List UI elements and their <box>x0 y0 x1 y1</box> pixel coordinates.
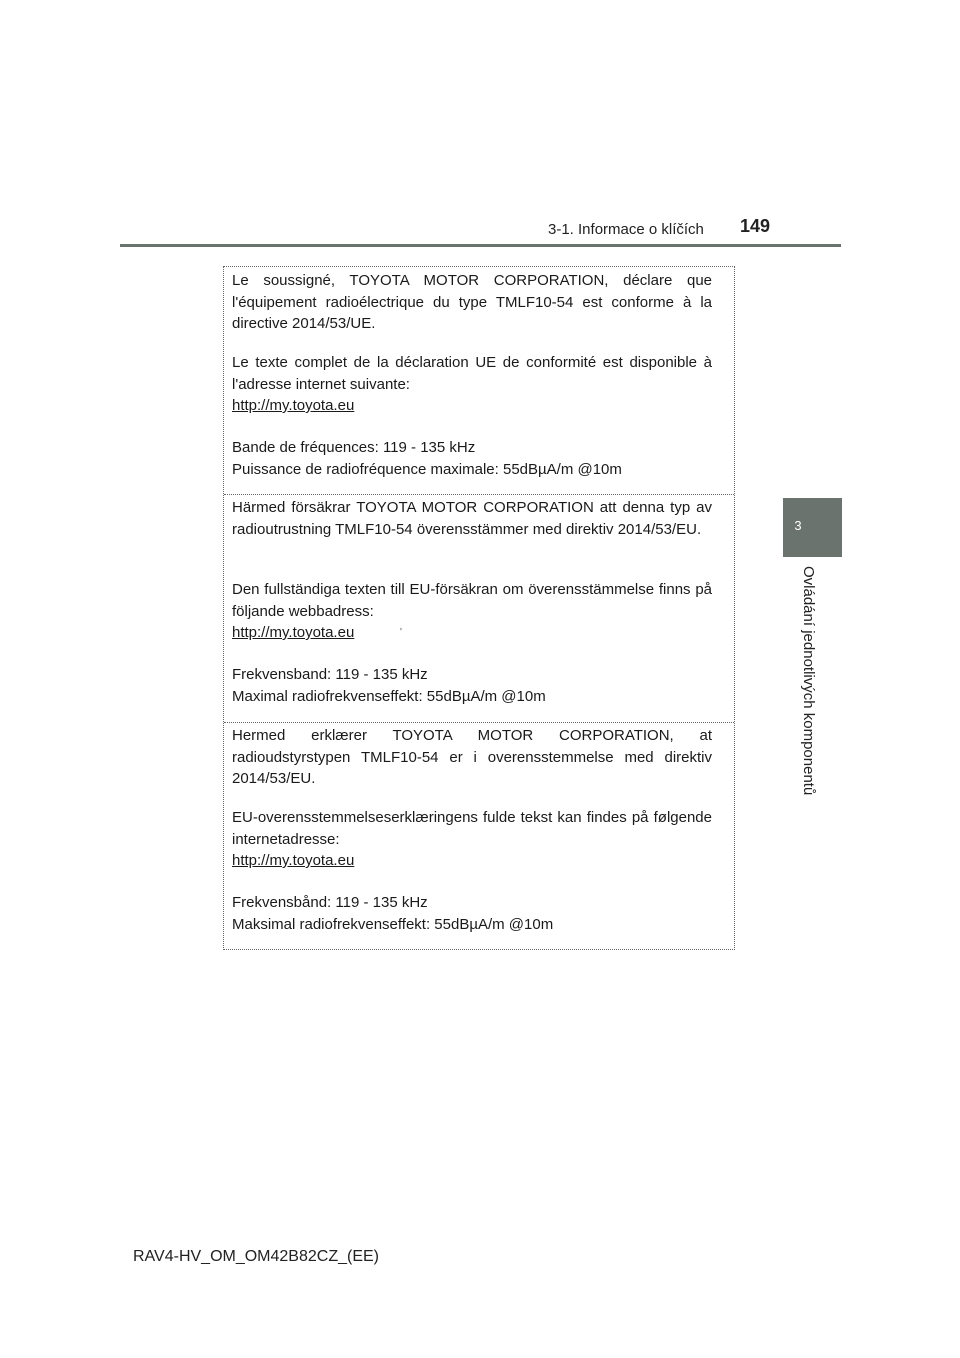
address-intro: Le texte complet de la déclaration UE de conformité est disponible à l'adresse internet suivante: <box>232 354 712 393</box>
declaration-text: Le soussigné, TOYOTA MOTOR CORPORATION, déclare que l'équipement radioélectrique du type TMLF10-54 est conforme à la directive 2014/53/UE. <box>232 272 712 332</box>
page-number: 149 <box>740 216 771 236</box>
declaration-text: Härmed försäkrar TOYOTA MOTOR CORPORATION att denna typ av radioutrustning TMLF10-54 överensstämmer med direktiv 2014/53/EU. <box>232 499 712 538</box>
spec-block <box>232 437 712 480</box>
address-block <box>232 352 712 417</box>
frequency-band: Bande de fréquences: 119 - 135 kHz <box>232 439 476 456</box>
document-code: RAV4-HV_OM_OM42B82CZ_(EE) <box>133 1248 379 1265</box>
declaration-text: Hermed erklærer TOYOTA MOTOR CORPORATION, at radioudstyrstypen TMLF10-54 er i overensstemmelse med direktiv 2014/53/EU. <box>232 727 712 787</box>
header-section-title: 3-1. Informace o klíčích <box>548 221 704 238</box>
max-power: Maksimal radiofrekvenseffekt: 55dBµA/m @10m <box>232 915 554 933</box>
address-block <box>232 807 712 872</box>
spec-block <box>232 664 712 707</box>
declaration-section-danish <box>224 722 734 950</box>
toyota-url-link[interactable]: http://my.toyota.eu <box>232 397 355 414</box>
declaration-section-french <box>224 267 734 495</box>
declaration-section-swedish <box>224 494 734 723</box>
toyota-url-link[interactable]: http://my.toyota.eu <box>232 624 355 641</box>
address-intro: EU-overensstemmelseserklæringens fulde tekst kan findes på følgende internetadresse: <box>232 809 712 848</box>
max-power: Puissance de radiofréquence maximale: 55dBµA/m @10m <box>232 460 622 478</box>
frequency-band: Frekvensbånd: 119 - 135 kHz <box>232 894 428 911</box>
chapter-number: 3 <box>794 518 802 533</box>
chapter-label: Ovládání jednotlivých komponentů <box>800 566 817 796</box>
chapter-tab <box>783 498 842 557</box>
header-divider <box>120 244 841 247</box>
spec-block <box>232 892 712 935</box>
frequency-band: Frekvensband: 119 - 135 kHz <box>232 666 428 683</box>
address-block <box>232 579 712 644</box>
toyota-url-link[interactable]: http://my.toyota.eu <box>232 852 355 869</box>
max-power: Maximal radiofrekvenseffekt: 55dBµA/m @10m <box>232 687 546 705</box>
stray-mark: ' <box>400 627 402 638</box>
address-intro: Den fullständiga texten till EU-försäkran om överensstämmelse finns på följande webbadress: <box>232 581 712 620</box>
declaration-box <box>223 266 735 950</box>
